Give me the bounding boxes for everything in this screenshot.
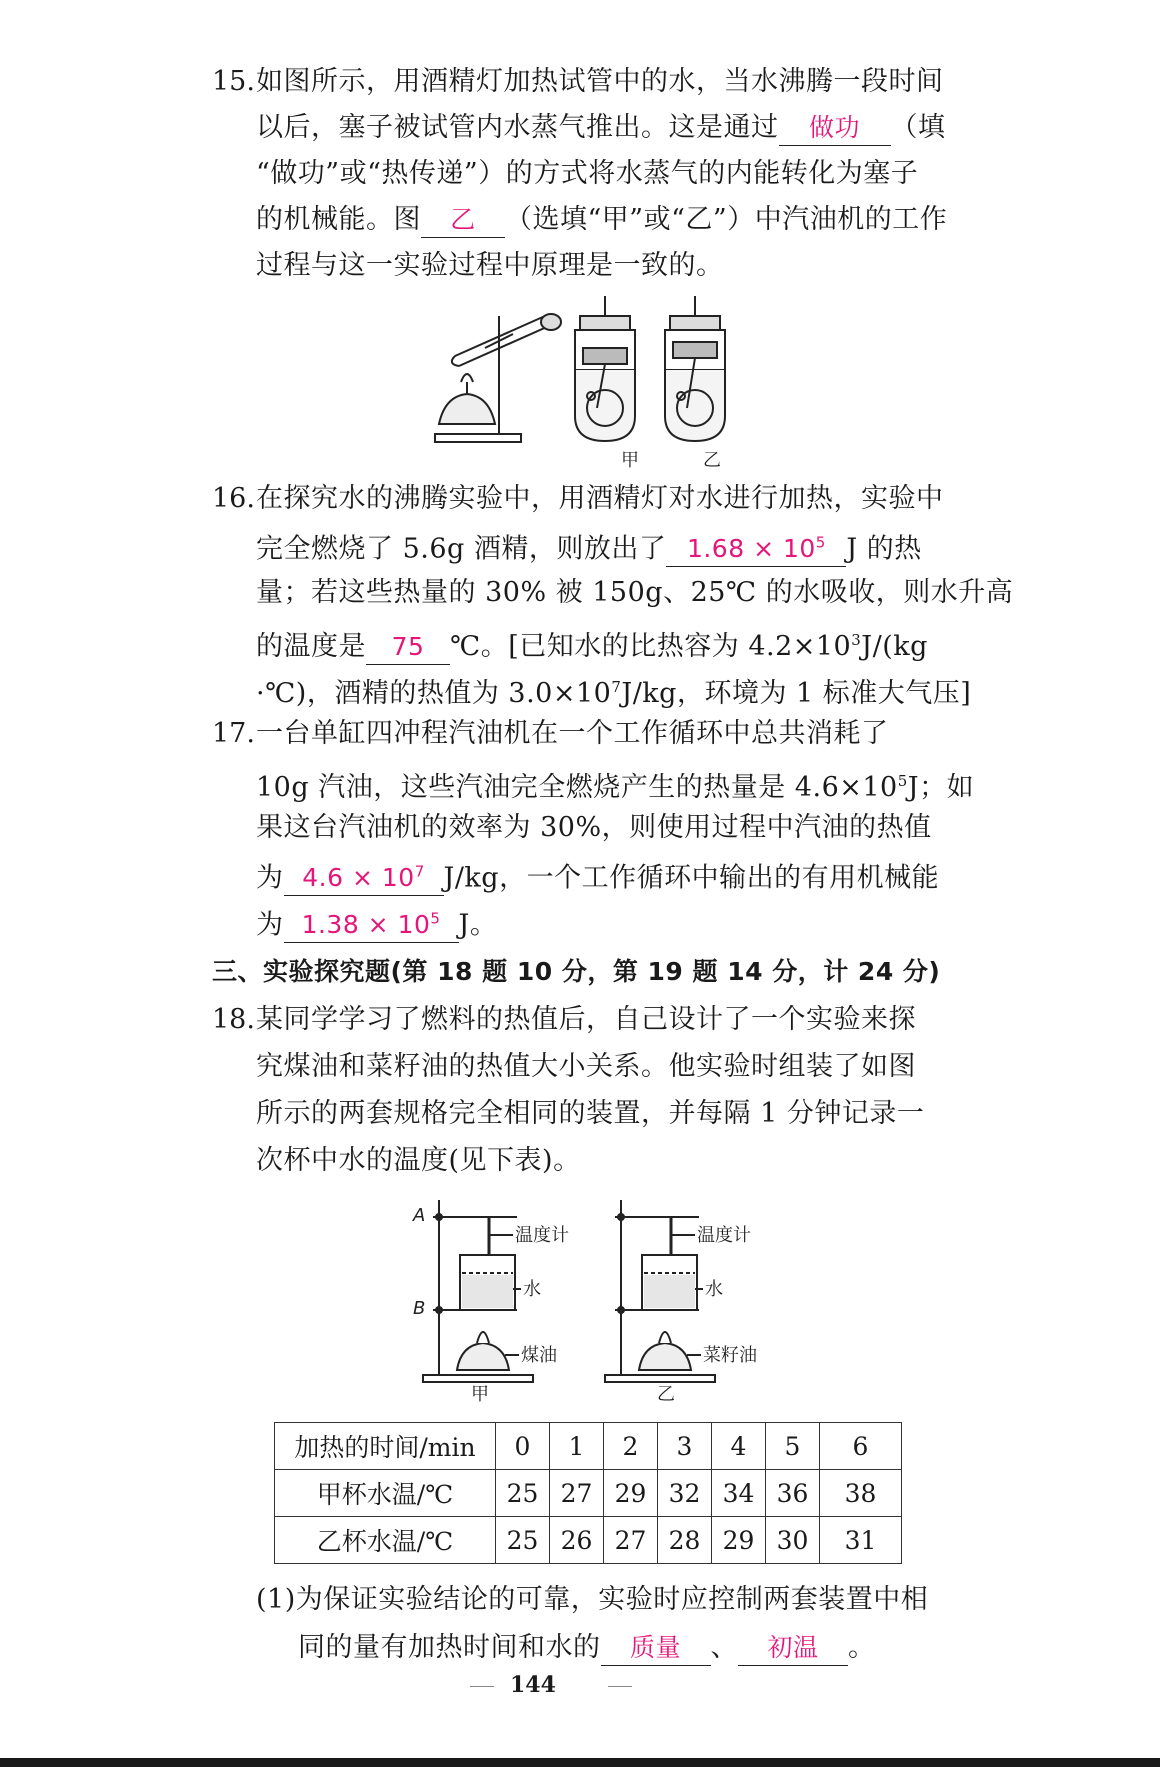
q17-number: 17. [212,718,255,749]
table-cell: 27 [550,1470,604,1517]
q16-number: 16. [212,483,255,514]
q15-line2: 以后，塞子被试管内水蒸气推出。这是通过 做功 （填 [256,108,946,148]
table-header: 3 [658,1423,712,1470]
table-cell: 36 [766,1470,820,1517]
table-cell: 26 [550,1517,604,1564]
q15-line3: “做功”或“热传递”）的方式将水蒸气的内能转化为塞子 [256,158,919,189]
q18-sub1-line2: 同的量有加热时间和水的 质量 、 初温 。 [298,1628,876,1668]
fig18-label-B: B [413,1298,426,1319]
q17-line3: 果这台汽油机的效率为 30%，则使用过程中汽油的热值 [256,812,932,843]
table-header: 4 [712,1423,766,1470]
table-cell: 27 [604,1517,658,1564]
fig18-thermo-right: 温度计 [697,1225,751,1246]
q15-line5: 过程与这一实验过程中原理是一致的。 [256,250,724,281]
footer-dash-left [470,1686,494,1687]
table-header: 6 [820,1423,902,1470]
fig15-label-jia: 甲 [621,450,639,471]
q16-line5: ·℃)，酒精的热值为 $3.0\times 10^7J/kg$，环境为 1 标准大气压] [256,678,972,709]
table-row [275,1517,902,1564]
table-cell: 34 [712,1470,766,1517]
footer-dash-right [608,1686,632,1687]
q15-number: 15. [212,66,255,97]
q17-line1: 一台单缸四冲程汽油机在一个工作循环中总共消耗了 [256,718,889,749]
q17-line5: 为 $1.38 \times 10^5$ J。 [256,902,497,945]
q18-figure [405,1195,785,1405]
q18-sub1-line1: (1)为保证实验结论的可靠，实验时应控制两套装置中相 [256,1584,929,1615]
table-header: 1 [550,1423,604,1470]
engine-jia-icon [575,296,635,441]
temperature-table [274,1422,902,1564]
q15-line1: 如图所示，用酒精灯加热试管中的水，当水沸腾一段时间 [256,66,944,97]
engine-yi-icon [665,296,725,441]
q18-sub1-answer1: 质量 [629,1633,681,1662]
q17-line2: 10g 汽油，这些汽油完全燃烧产生的热量是 $4.6\times 10^5J$；如 [256,772,975,803]
table-cell: 29 [604,1470,658,1517]
table-cell: 32 [658,1470,712,1517]
fig18-water-right: 水 [705,1279,723,1300]
fig18-water-left: 水 [523,1279,541,1300]
q18-line2: 究煤油和菜籽油的热值大小关系。他实验时组装了如图 [256,1051,916,1082]
table-cell: 31 [820,1517,902,1564]
table-cell: 29 [712,1517,766,1564]
table-row [275,1470,902,1517]
q18-sub1-answer2: 初温 [767,1633,819,1662]
fig18-label-A: A [413,1205,426,1226]
fig18-label-yi: 乙 [657,1384,675,1405]
fig18-thermo-left: 温度计 [515,1225,569,1246]
q15-figure [425,296,755,471]
q15-answer1: 做功 [808,113,860,142]
q16-line3: 量；若这些热量的 30% 被 150g、25℃ 的水吸收，则水升高 [256,577,1014,608]
table-cell: 28 [658,1517,712,1564]
table-cell: 25 [496,1470,550,1517]
section3-title: 三、实验探究题(第 18 题 10 分，第 19 题 14 分，计 24 分) [212,957,941,986]
table-cell: 38 [820,1470,902,1517]
q17-answer1: $4.6 \times 10^7$ [302,863,425,893]
q18-number: 18. [212,1004,255,1035]
page-number: 144 [510,1672,556,1698]
q18-line3: 所示的两套规格完全相同的装置，并每隔 1 分钟记录一 [256,1098,925,1129]
fig18-fuel-left: 煤油 [521,1345,557,1366]
table-header: 加热的时间/min [275,1423,496,1470]
q16-line4: 的温度是 75 ℃。[已知水的比热容为 $4.2\times 10^3J/(kg$ [256,620,928,667]
q17-line4: 为 $4.6 \times 10^7$ J/kg，一个工作循环中输出的有用机械能 [256,855,939,898]
table-cell: 25 [496,1517,550,1564]
fig18-label-jia: 甲 [471,1384,489,1405]
table-header-row [275,1423,902,1470]
table-header: 0 [496,1423,550,1470]
q16-line1: 在探究水的沸腾实验中，用酒精灯对水进行加热，实验中 [256,483,944,514]
fig15-label-yi: 乙 [703,450,721,471]
q15-line4: 的机械能。图 乙 （选填“甲”或“乙”）中汽油机的工作 [256,200,947,240]
q18-line4: 次杯中水的温度(见下表)。 [256,1145,581,1176]
table-cell: 30 [766,1517,820,1564]
table-cell: 甲杯水温/℃ [275,1470,496,1517]
table-header: 5 [766,1423,820,1470]
table-header: 2 [604,1423,658,1470]
fig18-fuel-right: 菜籽油 [703,1345,757,1366]
q17-answer2: $1.38 \times 10^5$ [301,910,441,940]
q16-answer2: 75 [391,632,425,661]
q16-answer1: $1.68 \times 10^5$ [686,534,826,564]
q15-answer2: 乙 [450,205,476,234]
bottom-bar [0,1758,1160,1767]
q16-line2: 完全燃烧了 5.6g 酒精，则放出了 $1.68 \times 10^5$ J 的热 [256,526,922,569]
table-cell: 乙杯水温/℃ [275,1517,496,1564]
q18-line1: 某同学学习了燃料的热值后，自己设计了一个实验来探 [256,1004,916,1035]
